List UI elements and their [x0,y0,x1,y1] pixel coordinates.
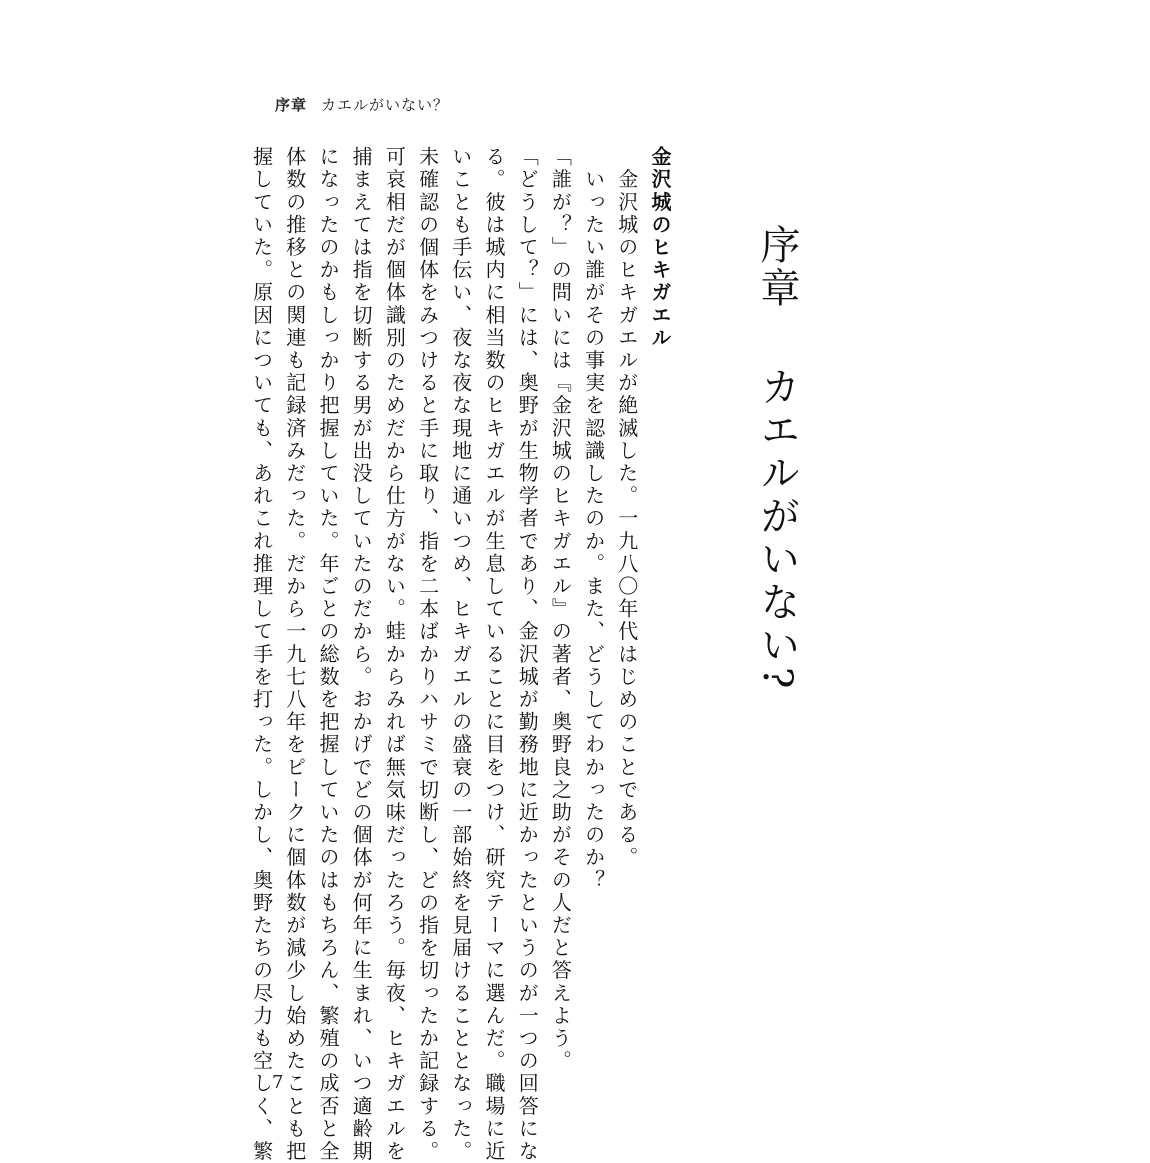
text-line: 「どうして？」には、奥野が生物学者であり、金沢城が勤務地に近かったというのが一つの回答にな [515,146,540,1163]
text-line: 可哀相だが個体識別のためだから仕方がない。蛙からみれば無気味だったろう。毎夜、ヒキガエルを [382,146,407,1163]
running-head [275,94,449,115]
text-line: 体数の推移との関連も記録済みだった。だから一九七八年をピークに個体数が減少し始めたことも把 [282,146,307,1163]
text-line: になったのかもしっかり把握していた。年ごとの総数を把握していたのはもちろん、繁殖の成否と全 [315,146,340,1163]
chapter-title-text: カエルがいない? [754,366,800,692]
running-head-chapter: 序章 [275,96,308,114]
text-line: 「誰が？」の問いには『金沢城のヒキガエル』の著者、奥野良之助がその人だと答えよう。 [548,146,573,1073]
text-line: 握していた。原因についても、あれこれ推理して手を打った。しかし、奥野たちの尽力も空しく、繁 [249,146,274,1163]
body-text [246,146,676,1163]
page-number: 7 [272,1072,284,1093]
running-head-title: カエルがいない？ [321,96,450,114]
text-line: 未確認の個体をみつけると手に取り、指を二本ばかりハサミで切断し、どの指を切ったか記録する。 [415,146,440,1163]
text-line: る。彼は城内に相当数のヒキガエルが生息していることに目をつけ、研究テーマに選んだ。職場に近 [481,146,506,1163]
text-line: いったい誰がその事実を認識したのか。また、どうしてわかったのか？ [581,146,606,892]
text-line: 捕まえては指を切断する男が出没していたのだから。おかげでどの個体が何年に生まれ、いつ適齢期 [349,146,374,1163]
text-line: いことも手伝い、夜な夜な現地に通いつめ、ヒキガエルの盛衰の一部始終を見届けることとなった。 [448,146,473,1163]
chapter-title-label: 序章 [754,224,800,310]
text-line: 金沢城のヒキガエルが絶滅した。一九八〇年代はじめのことである。 [614,146,639,870]
section-heading: 金沢城のヒキガエル [648,146,672,350]
chapter-title [755,224,799,691]
